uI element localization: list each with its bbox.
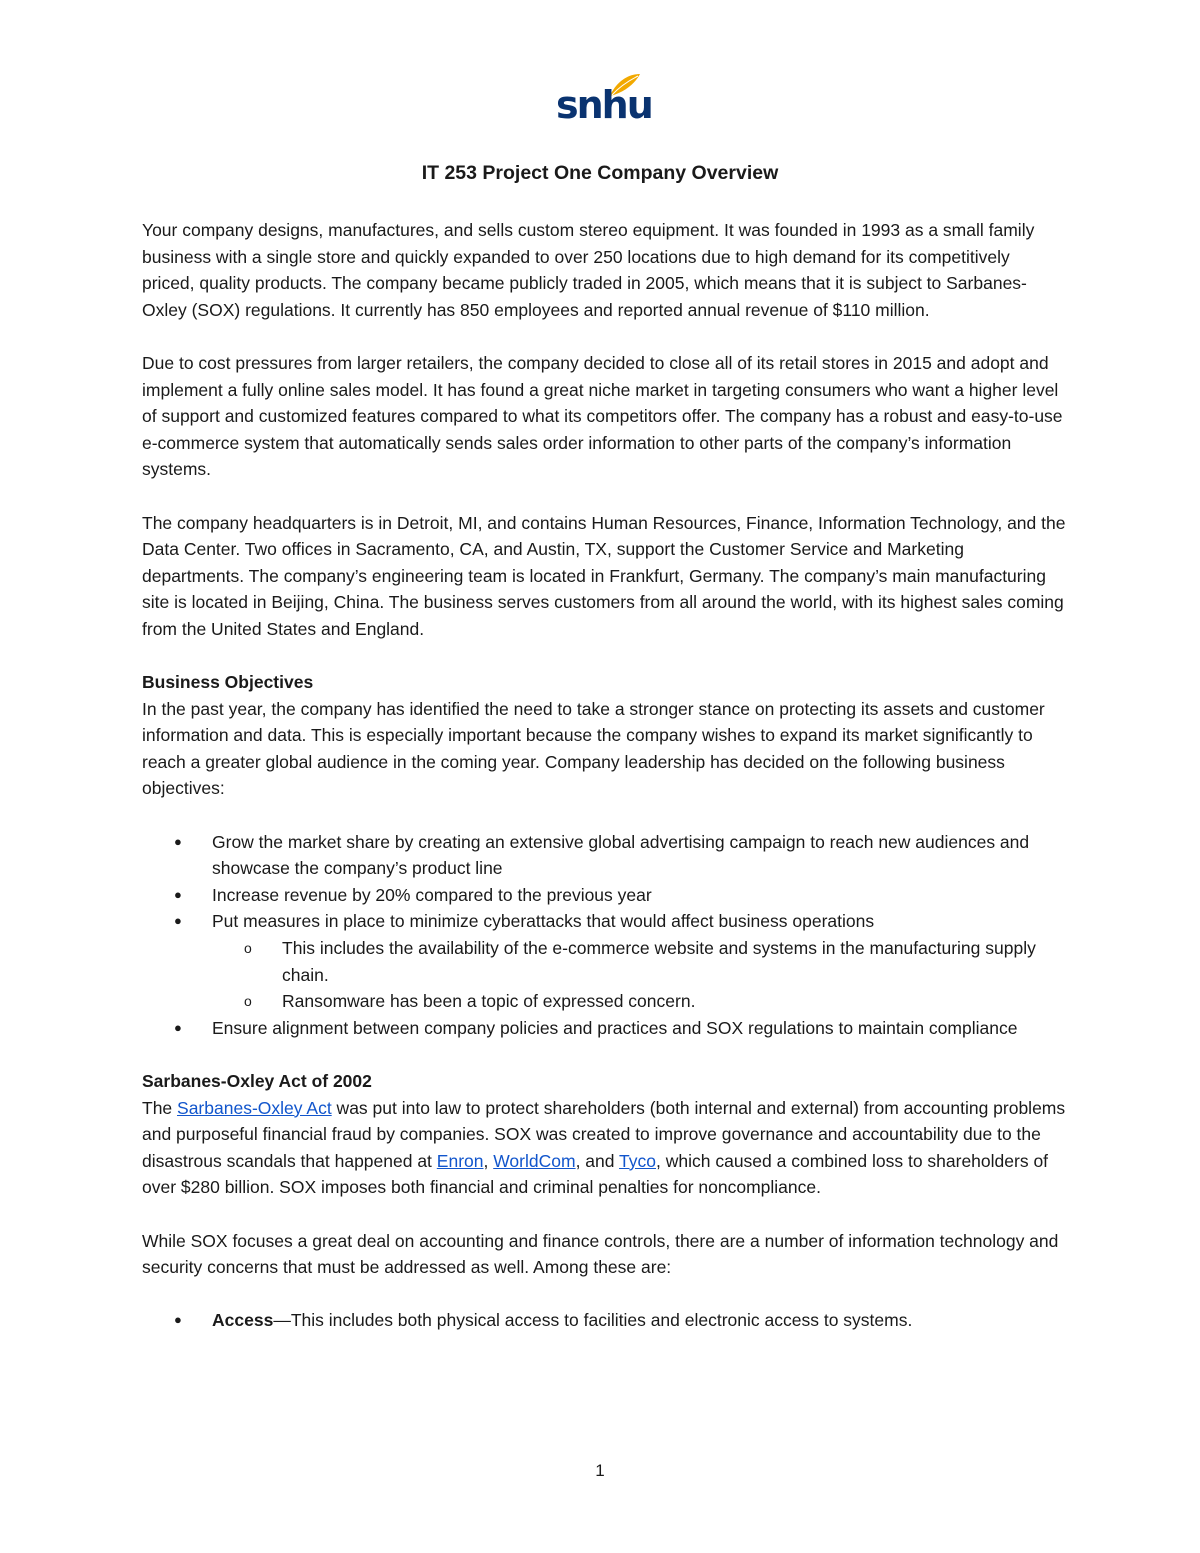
sub-list-item-text: This includes the availability of the e-commerce website and systems in the manufacturing supply chain. <box>282 938 1036 985</box>
list-item-text: Put measures in place to minimize cyberattacks that would affect business operations <box>212 911 875 932</box>
bullet-icon: ● <box>174 833 182 849</box>
list-item <box>142 829 1067 882</box>
list-item <box>142 1307 1067 1334</box>
logo-text: snhu <box>556 83 652 127</box>
bullet-icon: ● <box>174 1312 182 1328</box>
list-item-text: Ensure alignment between company policies and practices and SOX regulations to maintain compliance <box>212 1017 1018 1038</box>
sub-list-item <box>212 988 1067 1015</box>
list-item-text: Grow the market share by creating an extensive global advertising campaign to reach new audiences and showcase the company’s product line <box>212 831 1030 879</box>
text-span: The <box>142 1097 178 1118</box>
access-label: Access <box>212 1310 274 1331</box>
worldcom-link[interactable]: WorldCom <box>493 1150 576 1171</box>
text-span: , and <box>575 1150 620 1171</box>
list-item <box>142 882 1067 909</box>
bullet-icon: ● <box>174 913 182 929</box>
list-item-text: Increase revenue by 20% compared to the previous year <box>212 884 652 905</box>
business-objectives-heading: Business Objectives <box>142 672 314 693</box>
page-number: 1 <box>595 1461 605 1480</box>
hollow-bullet-icon: o <box>244 993 252 1010</box>
overview-paragraph-2: Due to cost pressures from larger retailers, the company decided to close all of its retail stores in 2015 and adopt and implement a fully online sales model. It has found a great niche market in targeting consumers who want a higher level of support and customized features compared to what its competitors offer. The company has a robust and easy-to-use e-commerce system that automatically sends sales order information to other parts of the company’s information systems. <box>142 352 1063 480</box>
bullet-icon: ● <box>174 886 182 902</box>
business-objectives-list <box>142 829 1067 1042</box>
hollow-bullet-icon: o <box>244 940 252 957</box>
access-text: —This includes both physical access to facilities and electronic access to systems. <box>273 1310 913 1331</box>
business-objectives-intro: In the past year, the company has identified the need to take a stronger stance on protecting its assets and customer information and data. This is especially important because the company wishes to expand its market significantly to reach a greater global audience in the coming year. Company leadership has decided on the following business objectives: <box>142 698 1045 799</box>
sox-heading: Sarbanes-Oxley Act of 2002 <box>142 1071 372 1091</box>
sarbanes-oxley-act-link[interactable]: Sarbanes-Oxley Act <box>177 1097 332 1118</box>
sub-list <box>212 935 1067 1015</box>
list-item <box>142 1015 1067 1042</box>
list-item <box>142 908 1067 1014</box>
document-title: IT 253 Project One Company Overview <box>421 162 779 184</box>
snhu-logo <box>556 72 652 134</box>
enron-link[interactable]: Enron <box>436 1150 484 1171</box>
sox-concerns-list <box>142 1307 1067 1334</box>
sox-paragraph-1 <box>142 1095 1067 1201</box>
text-span: , <box>483 1150 494 1171</box>
document-body <box>142 217 1067 1361</box>
sub-list-item-text: Ransomware has been a topic of expressed concern. <box>282 991 696 1012</box>
overview-paragraph-3: The company headquarters is in Detroit, MI, and contains Human Resources, Finance, Information Technology, and the Data Center. Two offices in Sacramento, CA, and Austin, TX, support the Customer Service and Marketing departments. The company’s engineering team is located in Frankfurt, Germany. The company’s main manufacturing site is located in Beijing, China. The business serves customers from all around the world, with its highest sales coming from the United States and England. <box>142 512 1066 639</box>
text-span: was put into law to protect shareholders (both internal and external) from accounting problems and purposeful financial fraud by companies. SOX was created to improve governance and accountability due to the disastrous scandals that happened at <box>142 1097 1066 1171</box>
sox-paragraph-2: While SOX focuses a great deal on accounting and finance controls, there are a number of information technology and security concerns that must be addressed as well. Among these are: <box>142 1230 1059 1278</box>
tyco-link[interactable]: Tyco <box>619 1150 657 1171</box>
overview-paragraph-1: Your company designs, manufactures, and sells custom stereo equipment. It was founded in 1993 as a small family business with a single store and quickly expanded to over 250 locations due to high demand for its competitively priced, quality products. The company became publicly traded in 2005, which means that it is subject to Sarbanes-Oxley (SOX) regulations. It currently has 850 employees and reported annual revenue of $110 million. <box>142 220 1035 320</box>
sub-list-item <box>212 935 1067 988</box>
text-span: , which caused a combined loss to shareholders of over $280 billion. SOX imposes both financial and criminal penalties for noncompliance. <box>142 1150 1049 1198</box>
bullet-icon: ● <box>174 1019 182 1035</box>
